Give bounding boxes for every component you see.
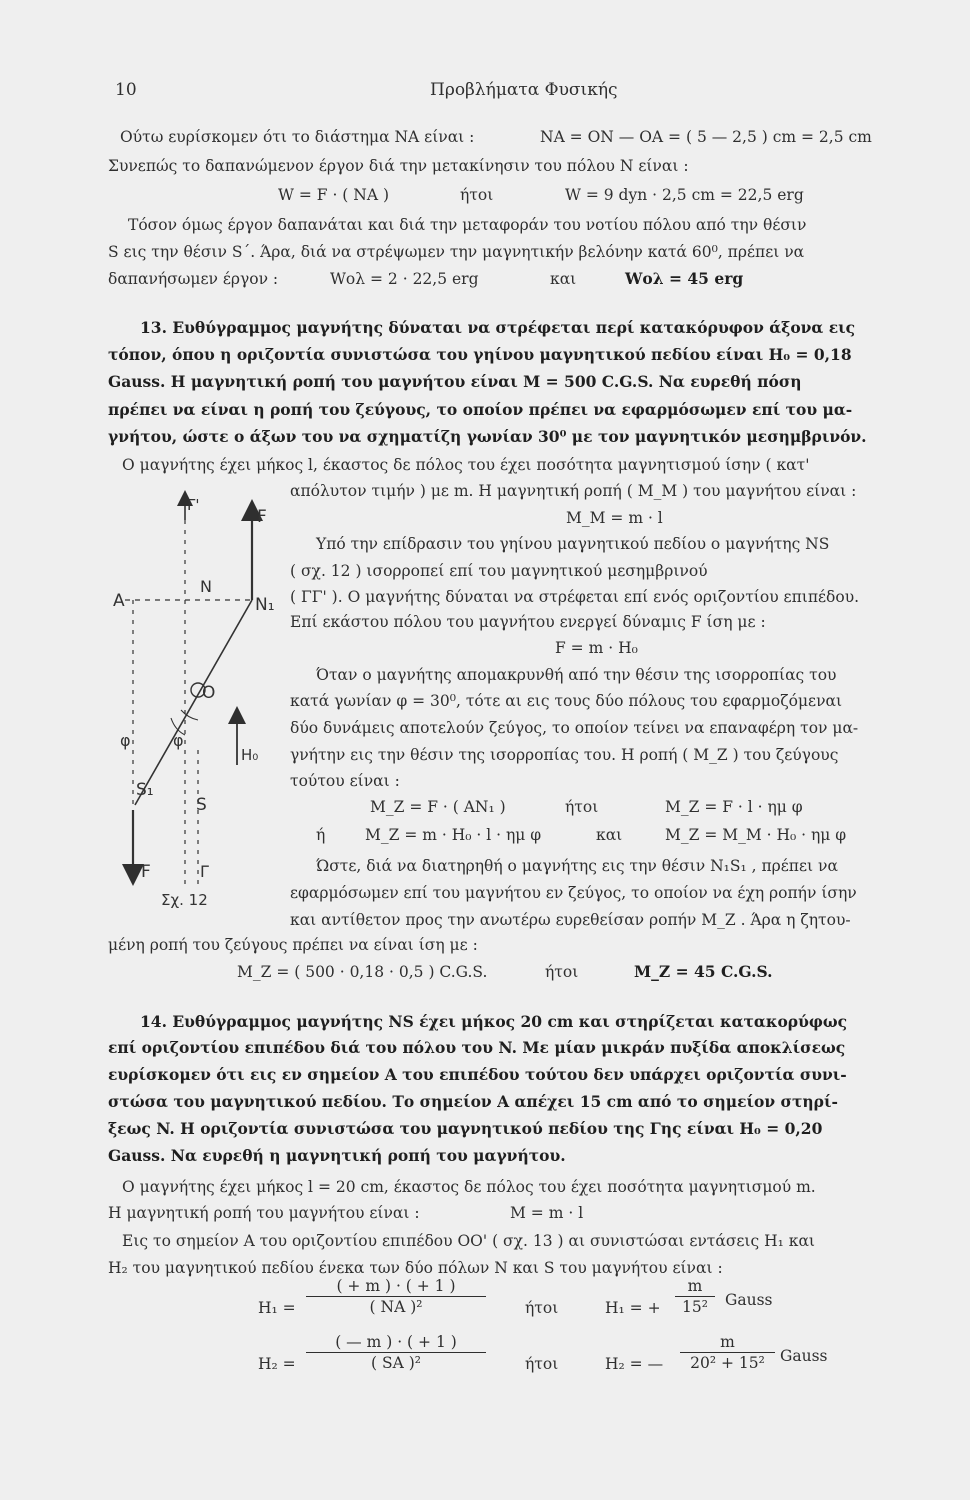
p12-total-work-formula: Wολ = 2 · 22,5 erg [330,270,479,288]
p14-moment-formula: M = m · l [510,1204,584,1222]
p12-line-4: Τόσον όμως έργον δαπανάται και διά την μεταφοράν του νοτίου πόλου από την θέσιν [128,216,807,234]
p14-solution-4: H₂ του μαγνητικού πεδίου ένεκα των δύο πόλων N και S του μαγνήτου είναι : [108,1259,723,1277]
label-phi-left: φ [120,731,131,750]
p13-moment-formula: M_M = m · l [566,509,663,527]
label-F-bottom: F [141,862,151,882]
eq1-rhs-lhs: H₁ = + [605,1299,661,1317]
p12-line-6: δαπανήσωμεν έργον : [108,270,279,288]
label-N: N [200,577,212,596]
p14-statement-4: στώσα του μαγνητικού πεδίου. Το σημείον A απέχει 15 cm από το σημείον στηρί- [108,1092,838,1111]
p12-word-kai: και [550,270,577,288]
page-number: 10 [115,80,137,100]
label-F-top: F [257,507,267,527]
eq2-unit: Gauss [780,1347,828,1365]
eq2-word-itoi: ήτοι [525,1355,559,1373]
p14-statement-1: 14. Ευθύγραμμος μαγνήτης NS έχει μήκος 20 cm και στηρίζεται κατακορύφως [140,1012,848,1031]
p13-result-value: M_Z = 45 C.G.S. [634,962,773,981]
label-G-bottom: Γ [200,862,209,881]
p13-solution-12: γνήτην εις την θέσιν της ισορροπίας του. Η ροπή ( M_Z ) του ζεύγους [290,746,839,764]
p13-solution-10: κατά γωνίαν φ = 30⁰, τότε αι εις τους δύο πόλους του εφαρμοζόμεναι [290,692,843,710]
eq1-rhs-fraction [675,1276,715,1317]
eq2-lhs: H₂ = [258,1355,296,1373]
p14-statement-5: ξεως N. Η οριζοντία συνιστώσα του μαγνητικού πεδίου της Γης είναι H₀ = 0,20 [108,1119,823,1138]
figure-12-diagram [105,480,295,910]
p14-statement-2: επί οριζοντίου επιπέδου διά του πόλου του N. Με μίαν μικράν πυξίδα αποκλίσεως [108,1038,846,1057]
label-S1: S₁ [136,780,154,800]
p13-force-formula: F = m · H₀ [555,639,638,657]
eq1-word-itoi: ήτοι [525,1299,559,1317]
running-title: Προβλήματα Φυσικής [430,80,618,100]
p13-statement-1: 13. Ευθύγραμμος μαγνήτης δύναται να στρέφεται περί κατακόρυφον άξονα εις [140,318,856,337]
p13-solution-4: Υπό την επίδρασιν του γηίνου μαγνητικού πεδίου ο μαγνήτης NS [316,535,830,553]
p13-solution-13: τούτου είναι : [290,772,400,790]
eq2-numerator: ( — m ) · ( + 1 ) [335,1333,457,1351]
p13-word-itoi-2: ήτοι [545,963,579,981]
p14-solution-2: Η μαγνητική ροπή του μαγνήτου είναι : [108,1204,420,1222]
label-H0: H₀ [241,746,259,764]
figure-caption: Σχ. 12 [161,891,208,909]
label-G-prime-top: Γ' [187,496,200,514]
p13-word-itoi-1: ήτοι [565,798,599,816]
p13-solution-6: ( ΓΓ' ). Ο μαγνήτης δύναται να στρέφεται επί ενός οριζοντίου επιπέδου. [290,588,860,606]
eq1-denominator: ( NA )² [306,1296,486,1317]
label-N1: N₁ [255,595,275,615]
p12-work-formula: W = F · ( NA ) [278,186,390,204]
p13-solution-16: Ώστε, διά να διατηρηθή ο μαγνήτης εις την θέσιν N₁S₁ , πρέπει να [316,857,838,875]
eq1-rhs-numerator: m [687,1277,703,1295]
p13-solution-11: δύο δυνάμεις αποτελούν ζεύγος, το οποίον τείνει να επαναφέρη τον μα- [290,719,859,737]
p13-statement-4: πρέπει να είναι η ροπή του ζεύγους, το οποίον πρέπει να εφαρμόσωμεν επί του μα- [108,400,853,419]
p12-line-1: Ούτω ευρίσκομεν ότι το διάστημα ΝΑ είναι : [120,128,475,146]
eq2-rhs-denominator: 20² + 15² [680,1352,775,1373]
p13-solution-2: απόλυτον τιμήν ) με m. Η μαγνητική ροπή ( M_M ) του μαγνήτου είναι : [290,482,857,500]
p13-result-formula: M_Z = ( 500 · 0,18 · 0,5 ) C.G.S. [237,963,488,981]
p12-work-value: W = 9 dyn · 2,5 cm = 22,5 erg [565,186,804,204]
p13-statement-3: Gauss. Η μαγνητική ροπή του μαγνήτου είναι M = 500 C.G.S. Να ευρεθή πόση [108,372,802,391]
p13-couple-formula-2: M_Z = F · l · ημ φ [665,798,803,816]
label-A: A [113,591,125,611]
p12-equation-na: ΝΑ = ΟΝ — ΟΑ = ( 5 — 2,5 ) cm = 2,5 cm [540,128,872,146]
eq1-fraction [306,1276,486,1317]
p14-solution-3: Εις το σημείον A του οριζοντίου επιπέδου OO' ( σχ. 13 ) αι συνιστώσαι εντάσεις H₁ και [122,1232,816,1250]
magnet-N1-S1-line [135,600,252,805]
eq2-rhs-fraction [680,1332,775,1373]
p13-solution-9: Όταν ο μαγνήτης απομακρυνθή από την θέσιν της ισορροπίας του [316,666,837,684]
p13-statement-5: γνήτου, ώστε ο άξων του να σχηματίζη γωνίαν 30⁰ με τον μαγνητικόν μεσημβρινόν. [108,427,867,446]
eq1-numerator: ( + m ) · ( + 1 ) [336,1277,456,1295]
p13-solution-5: ( σχ. 12 ) ισορροπεί επί του μαγνητικού μεσημβρινού [290,562,708,580]
p13-word-kai: και [596,826,623,844]
eq2-rhs-lhs: H₂ = — [605,1355,664,1373]
p13-couple-formula-3: M_Z = m · H₀ · l · ημ φ [365,826,542,844]
eq1-unit: Gauss [725,1291,773,1309]
label-phi-right: φ [173,731,184,750]
p12-word-itoi: ήτοι [460,186,494,204]
p13-solution-18: και αντίθετον προς την ανωτέρω ευρεθείσαν ροπήν M_Z . Άρα η ζητου- [290,911,851,929]
p13-solution-7: Επί εκάστου πόλου του μαγνήτου ενεργεί δύναμις F ίση με : [290,613,766,631]
p13-word-i: ή [316,826,326,844]
label-S: S [196,795,207,815]
p13-solution-1: Ο μαγνήτης έχει μήκος l, έκαστος δε πόλος του έχει ποσότητα μαγνητισμού ίσην ( κατ' [122,456,810,474]
eq2-fraction [306,1332,486,1373]
label-O: O [202,683,216,703]
p12-line-5: S εις την θέσιν S΄. Άρα, διά να στρέψωμεν την μαγνητικήν βελόνην κατά 60⁰, πρέπει να [108,243,805,261]
p13-couple-formula-1: M_Z = F · ( AN₁ ) [370,798,506,816]
p14-statement-3: ευρίσκομεν ότι εις εν σημείον A του επιπέδου τούτου δεν υπάρχει οριζοντία συνι- [108,1065,847,1084]
eq1-lhs: H₁ = [258,1299,296,1317]
eq2-denominator: ( SA )² [306,1352,486,1373]
eq1-rhs-denominator: 15² [675,1296,715,1317]
eq2-rhs-numerator: m [720,1333,735,1351]
p14-statement-6: Gauss. Να ευρεθή η μαγνητική ροπή του μαγνήτου. [108,1146,566,1165]
p12-total-work-result: Wολ = 45 erg [625,269,744,288]
p12-line-2: Συνεπώς το δαπανώμενον έργον διά την μετακίνησιν του πόλου Ν είναι : [108,157,689,175]
p14-solution-1: Ο μαγνήτης έχει μήκος l = 20 cm, έκαστος δε πόλος του έχει ποσότητα μαγνητισμού m. [122,1178,816,1196]
p13-statement-2: τόπον, όπου η οριζοντία συνιστώσα του γηίνου μαγνητικού πεδίου είναι H₀ = 0,18 [108,345,852,364]
p13-solution-17: εφαρμόσωμεν επί του μαγνήτου εν ζεύγος, το οποίον να έχη ροπήν ίσην [290,884,857,902]
p13-solution-19: μένη ροπή του ζεύγους πρέπει να είναι ίση με : [108,936,478,954]
p13-couple-formula-4: M_Z = M_M · H₀ · ημ φ [665,826,847,844]
